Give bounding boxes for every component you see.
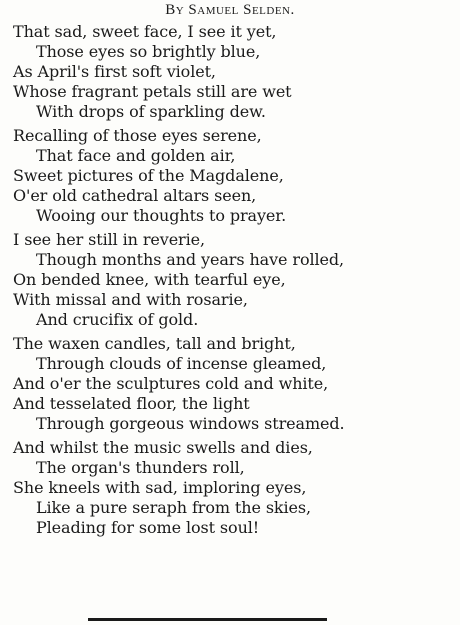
- poem-line: She kneels with sad, imploring eyes,: [13, 478, 307, 497]
- poem-line: The organ's thunders roll,: [36, 458, 245, 477]
- closing-rule: [88, 618, 327, 621]
- poem-line: Recalling of those eyes serene,: [13, 126, 262, 145]
- stanza: [13, 438, 453, 538]
- poem-line: With drops of sparkling dew.: [36, 102, 266, 121]
- poem-line: I see her still in reverie,: [13, 230, 205, 249]
- poem-line: As April's first soft violet,: [13, 62, 216, 81]
- poem-line: Sweet pictures of the Magdalene,: [13, 166, 284, 185]
- stanza: [13, 334, 453, 434]
- poem-line: That sad, sweet face, I see it yet,: [13, 22, 277, 41]
- poem-line: Those eyes so brightly blue,: [36, 42, 261, 61]
- poem-line: And o'er the sculptures cold and white,: [13, 374, 329, 393]
- stanza: [13, 22, 453, 122]
- poem-line: Through clouds of incense gleamed,: [36, 354, 327, 373]
- poem-line: O'er old cathedral altars seen,: [13, 186, 257, 205]
- author-byline: By Samuel Selden.: [165, 2, 295, 18]
- poem-line: And tesselated floor, the light: [13, 394, 250, 413]
- poem-line: That face and golden air,: [36, 146, 236, 165]
- poem-line: Through gorgeous windows streamed.: [36, 414, 345, 433]
- poem-line: Pleading for some lost soul!: [36, 518, 260, 537]
- poem-line: And whilst the music swells and dies,: [13, 438, 313, 457]
- poem-line: Like a pure seraph from the skies,: [36, 498, 312, 517]
- stanza: [13, 230, 453, 330]
- poem-body: [13, 22, 453, 542]
- poem-line: Whose fragrant petals still are wet: [13, 82, 292, 101]
- poem-line: The waxen candles, tall and bright,: [13, 334, 296, 353]
- poem-line: On bended knee, with tearful eye,: [13, 270, 286, 289]
- poem-line: Though months and years have rolled,: [36, 250, 345, 269]
- poem-line: And crucifix of gold.: [36, 310, 199, 329]
- stanza: [13, 126, 453, 226]
- poem-line: With missal and with rosarie,: [13, 290, 248, 309]
- poem-line: Wooing our thoughts to prayer.: [36, 206, 287, 225]
